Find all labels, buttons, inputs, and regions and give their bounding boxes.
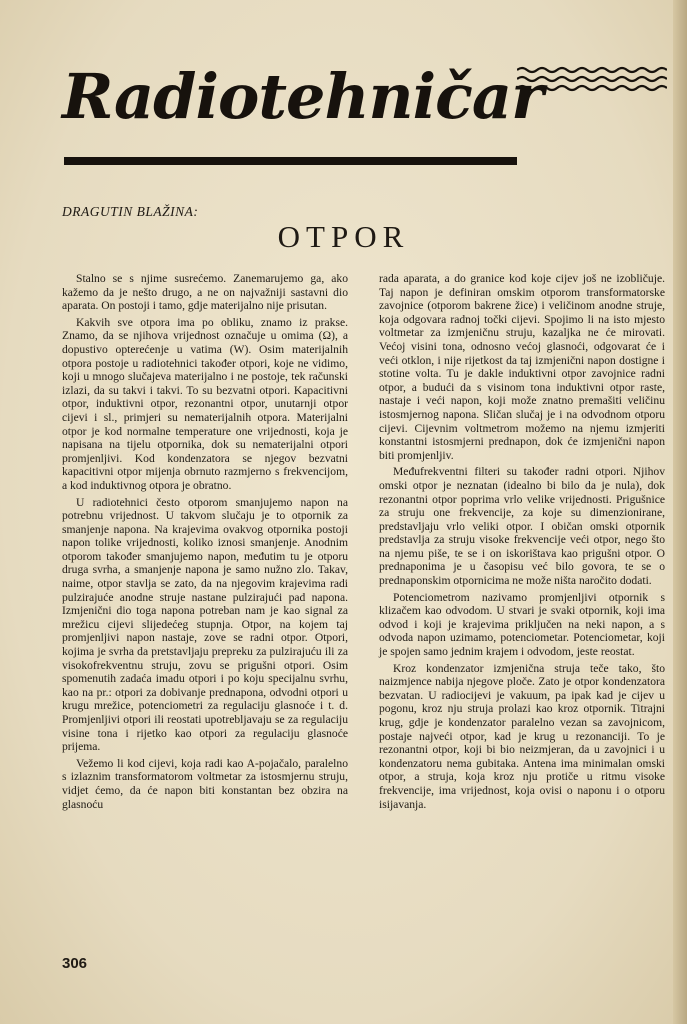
paragraph: rada aparata, a do granice kod koje cijev još ne izobličuje. Taj napon je definiran omskim otporom transformatorske zavojnice (otporom bakrene žice) i veličinom anodne struje, koja odgovara radnoj točki cijevi. Spojimo li na isto mjesto voltmetar za izmjeničnu struju, kazaljka ne će mirovati. Većoj visini tona, odnosno većoj glasnoći, odgovarat će i veći otklon, i nije rijetkost da taj izmjenični napon dostigne i stotine volta. Tu je dakle induktivni otpor zavojnice radni otpor, a budući da s visinom tona induktivni otpor raste, nastaje i veći napon, koji može znatno premašiti veličinu istosmjernog napona. Sličan slučaj je i na odvodnom otporu cijevi. Cijevnim voltmetrom možemo na njemu izmjeriti konstantni istosmjerni prednapon, dok će izmjenični napon biti promjenljiv. bbox=[379, 272, 665, 462]
article-heading: OTPOR bbox=[277, 219, 410, 254]
masthead-rule bbox=[64, 157, 517, 165]
paragraph: Kroz kondenzator izmjenična struja teče tako, što naizmjence nabija njegove ploče. Zato je otpor kondenzatora bezvatan. U radiocijevi je vakuum, pa ipak kad je cijev u pogonu, kroz nju struja prolazi kao kroz otpornik. Titrajni krug, gdje je kondenzator paralelno vezan sa zavojnicom, postaje najveći otpor, kad je krug u rezonanciji. To je rezonantni otpor, koji bi bio neizmjeran, da u zavojnici i u kondenzatoru nema gubitaka. Antena ima minimalan omski otpor, a struja, koja kroz nju protiče u ritmu visoke frekvencije, ima vrijednost, koja ovisi o naponu i o otporu isijavanja. bbox=[379, 661, 665, 811]
paragraph: Vežemo li kod cijevi, koja radi kao A-pojačalo, paralelno s izlaznim transformatorom voltmetar za istosmjernu struju, vidjet ćemo, da će napon biti konstantan bez obzira na glasnoću bbox=[62, 756, 348, 811]
paragraph: Potenciometrom nazivamo promjenljivi otpornik s klizačem kao odvodom. U stvari je svaki otpornik, koji ima odvod i koji je krajevima priključen na neki napon, a s odvoda napon uzimamo, potenciometar. Potenciometar, koji je spojen samo jednim krajem i odvodom, jeste reostat. bbox=[379, 590, 665, 659]
paragraph: U radiotehnici često otporom smanjujemo napon na potrebnu vrijednost. U takvom slučaju je to otpornik za smanjenje napona. Na krajevima ovakvog otpornika postoji napon tolike vrijednosti, koliko iznosi smanjenje. Anodnim otporom također smanjujemo napon, međutim tu je otporu druga svrha, a smanjenje napona je samo nužno zlo. Takav, naime, otpor stavlja se zato, da na njegovim krajevima radi pulzirajuće anodne struje nastane pulzirajući pad napona. Izmjenični dio toga napona potreban nam je kao signal za mrežicu cijevi slijedećeg stupnja. Otpor, na kojem taj promjenljivi napon nastaje, zove se radni otpor. Otpori, kojima je svrha da pretstavljaju prepreku za pulzirajuću ili za visokofrekventnu struju, zovu se prigušni otpori. Osim spomenutih zadaća imadu otpori i po koju specijalnu svrhu, kao na pr.: otpori za dobivanje prednapona, odvodni otpori u krugu mrežice, potenciometri za regulaciju glasnoće i t. d. Promjenljivi otpori ili reostati upotrebljavaju se za regulaciju visine tona i rijetko kao otpori za regulaciju glasnoće prijema. bbox=[62, 495, 348, 754]
paragraph: Kakvih sve otpora ima po obliku, znamo iz prakse. Znamo, da se njihova vrijednost označuje u omima (Ω), a dopustivo opterećenje u vatima (W). Osim materijalnih otpora postoje u radiotehnici također otpori, koje ne vidimo, koji u mnogo slučajeva materijalno i ne postoje, tek računski izlazi, da su takvi i takvi. To su bezvatni otpori. Kapacitivni otpor, induktivni otpor, rezonantni otpor, unutarnji otpor cijevi i sl., primjeri su nematerijalnih otpora. Materijalni otpor je kod normalne temperature one vrijednosti, koja je napisana na tijelu otpornika, dok su nematerijalni otpori promjenljivi. Kod kondenzatora se njegov bezvatni kapacitivni otpor mijenja obrnuto razmjerno s frekvencijom, a kod induktivnog otpora je obratno. bbox=[62, 315, 348, 492]
article-author: DRAGUTIN BLAŽINA: bbox=[62, 204, 199, 219]
text-column-right bbox=[379, 272, 665, 814]
masthead-title: Radiotehničar bbox=[62, 60, 543, 133]
paragraph: Stalno se s njime susrećemo. Zanemarujemo ga, ako kažemo da je nešto drugo, a ne on najvažniji sastavni dio aparata. On postoji i tamo, gdje materijalno nije prisutan. bbox=[62, 272, 348, 313]
wave-lines-ornament bbox=[517, 64, 667, 98]
page-gutter bbox=[673, 0, 687, 1024]
text-column-left bbox=[62, 272, 348, 814]
paragraph: Međufrekventni filteri su također radni otpori. Njihov omski otpor je neznatan (idealno bi bilo da je nula), dok rezonantni otpor poprima vrlo velike vrijednosti. Prigušnice za struju one frekvencije, za koje su dimenzionirane, predstavljaju vrlo veliki otpor. I običan omski otpornik predstavlja za struju visoke frekvencije veći otpor, nego što na njemu piše, te se i on iskorištava kao prigušni otpor. O prednaponima je u časopisu već bilo govora, te se o prednaponskim otpornicima ne može ništa naročito dodati. bbox=[379, 465, 665, 588]
page-number: 306 bbox=[62, 955, 88, 972]
